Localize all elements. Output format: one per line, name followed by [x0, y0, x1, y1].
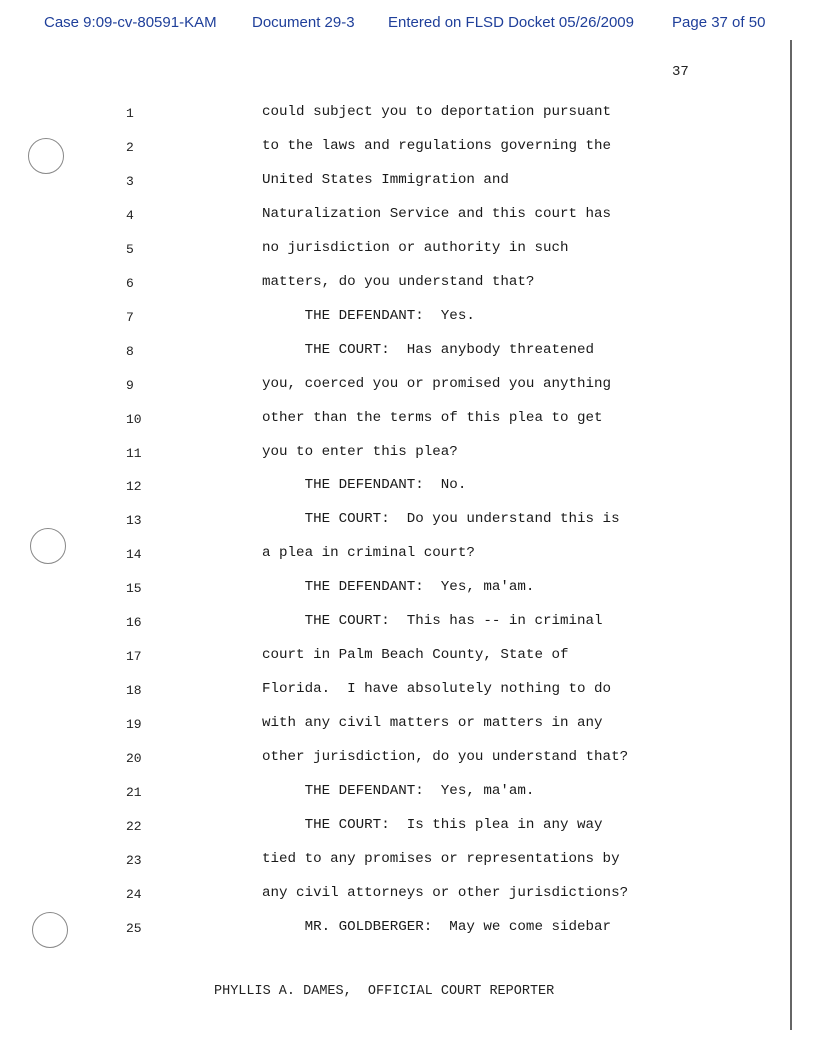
transcript-line: THE COURT: This has -- in criminal	[262, 613, 603, 630]
punch-hole-circle-icon	[28, 138, 64, 174]
line-number: 17	[126, 649, 142, 665]
transcript-line: you, coerced you or promised you anything	[262, 375, 612, 392]
line-number: 3	[126, 173, 134, 189]
line-number: 24	[126, 886, 142, 902]
docket-header	[44, 14, 772, 36]
court-reporter-footer: PHYLLIS A. DAMES, OFFICIAL COURT REPORTER	[214, 984, 555, 999]
transcript-line: MR. GOLDBERGER: May we come sidebar	[262, 918, 612, 935]
punch-hole-circle-icon	[32, 912, 68, 948]
transcript-line: THE COURT: Has anybody threatened	[262, 341, 595, 358]
transcript-line: other jurisdiction, do you understand that?	[262, 749, 629, 766]
line-number: 21	[126, 785, 142, 800]
margin-rule	[790, 40, 792, 1030]
line-number: 20	[126, 751, 142, 767]
transcript-line: THE DEFENDANT: No.	[262, 477, 467, 494]
transcript-line: other than the terms of this plea to get	[262, 409, 603, 426]
transcript-line: tied to any promises or representations by	[262, 850, 620, 867]
transcript-line: court in Palm Beach County, State of	[262, 647, 569, 664]
transcript-line: matters, do you understand that?	[262, 273, 535, 290]
transcript-line: THE DEFENDANT: Yes, ma'am.	[262, 783, 535, 799]
transcript-line: could subject you to deportation pursuant	[262, 104, 612, 120]
line-number: 7	[126, 309, 134, 325]
transcript-line: Florida. I have absolutely nothing to do	[262, 681, 612, 698]
transcript-line: any civil attorneys or other jurisdictions?	[262, 884, 629, 901]
transcript-line: Naturalization Service and this court has	[262, 205, 612, 222]
transcript-line: no jurisdiction or authority in such	[262, 239, 569, 256]
line-number: 19	[126, 717, 142, 733]
page-number: 37	[672, 64, 689, 80]
line-number: 10	[126, 411, 142, 427]
punch-hole-circle-icon	[30, 528, 66, 564]
case-number: Case 9:09-cv-80591-KAM	[44, 14, 217, 31]
line-number: 11	[126, 445, 142, 461]
transcript-line: a plea in criminal court?	[262, 545, 475, 562]
line-number: 14	[126, 547, 142, 563]
transcript-line: with any civil matters or matters in any	[262, 715, 603, 732]
line-number: 16	[126, 615, 142, 631]
line-number: 8	[126, 343, 134, 359]
line-number: 12	[126, 479, 142, 495]
transcript-line: you to enter this plea?	[262, 443, 458, 460]
line-number: 5	[126, 241, 134, 257]
line-number: 13	[126, 513, 142, 529]
transcript-line: United States Immigration and	[262, 171, 509, 188]
document-number: Document 29-3	[252, 14, 355, 31]
transcript-line: THE COURT: Do you understand this is	[262, 511, 620, 528]
transcript-line: THE COURT: Is this plea in any way	[262, 816, 603, 833]
docket-entry: Entered on FLSD Docket 05/26/2009	[388, 14, 634, 31]
line-number: 15	[126, 581, 142, 597]
line-number: 2	[126, 139, 134, 155]
line-number: 22	[126, 818, 142, 834]
line-number: 1	[126, 106, 134, 121]
page-of-total: Page 37 of 50	[672, 14, 766, 31]
line-number: 18	[126, 683, 142, 699]
line-number: 6	[126, 275, 134, 291]
line-number: 23	[126, 852, 142, 868]
line-number: 25	[126, 920, 142, 936]
transcript-line: THE DEFENDANT: Yes.	[262, 307, 475, 324]
transcript-line: to the laws and regulations governing the	[262, 137, 612, 154]
line-number: 9	[126, 377, 134, 393]
line-number: 4	[126, 207, 134, 223]
transcript-line: THE DEFENDANT: Yes, ma'am.	[262, 579, 535, 596]
